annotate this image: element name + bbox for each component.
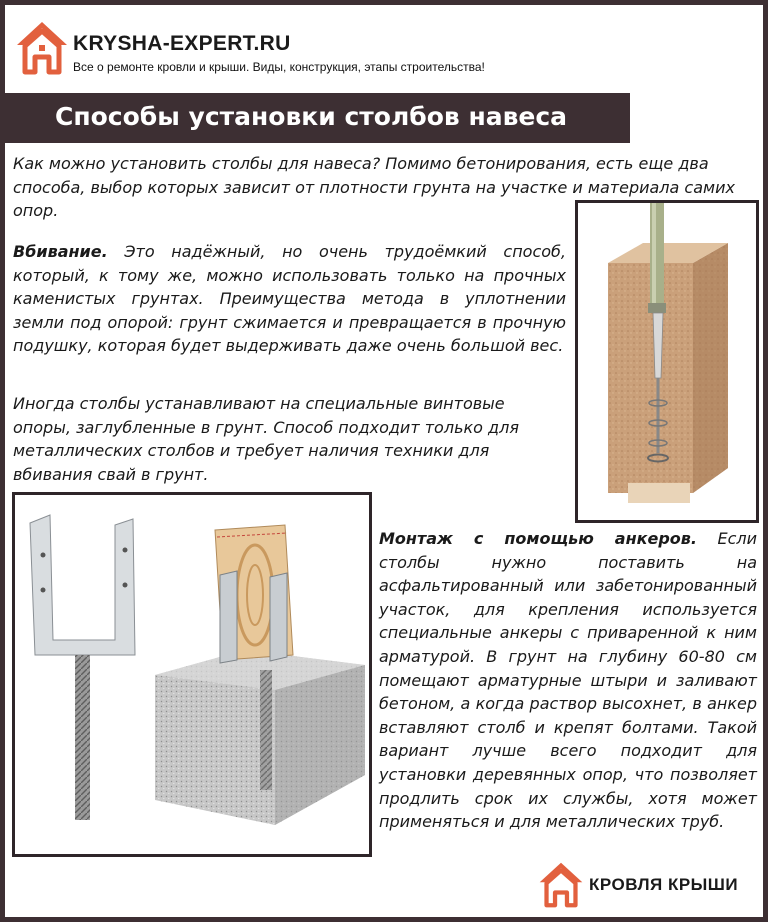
anchors-text: Если столбы нужно поставить на асфальтированный или забетонированный участок, для крепления используется специальные анкеры с приваренной к ним арматурой. В грунт на глубину 60-80 см помещают арматурные штыри и заливают бетоном, а когда раствор высохнет, в анкер вставляют столб и крепят болтами. Такой вариант лучше всего подходит для установки деревянных опор, что позволяет продлить срок их службы, хотя может применяться и для металлических труб. bbox=[379, 529, 757, 832]
page bbox=[5, 5, 763, 917]
driving-text: Это надёжный, но очень трудоёмкий способ, который, к тому же, можно использовать только на прочных каменистых грунтах. Преимущества метода в уплотнении земли под опорой: грунт сжимается и превращается в прочную подушку, которая будет выдерживать даже очень большой вес. bbox=[13, 242, 566, 356]
anchor-drawing bbox=[15, 495, 369, 854]
footer-house-logo-icon bbox=[538, 860, 584, 908]
site-tagline: Все о ремонте кровли и крыши. Виды, конструкция, этапы строительства! bbox=[73, 60, 485, 74]
driving-paragraph bbox=[13, 240, 566, 358]
anchors-paragraph bbox=[379, 527, 757, 834]
anchors-lead: Монтаж с помощью анкеров. bbox=[379, 529, 697, 548]
footer-brand[interactable]: КРОВЛЯ КРЫШИ bbox=[589, 875, 739, 894]
house-logo-icon bbox=[15, 19, 69, 75]
screw-piles-paragraph: Иногда столбы устанавливают на специальные винтовые опоры, заглубленные в грунт. Способ подходит только для металлических столбов и требует наличия техники для вбивания свай в грунт. bbox=[13, 394, 519, 484]
intro-paragraph: Как можно установить столбы для навеса? Помимо бетонирования, есть еще два способа, выбор которых зависит от плотности грунта на участке и материала самих опор. bbox=[13, 154, 735, 221]
screw-pile-illustration bbox=[575, 200, 759, 523]
driving-lead: Вбивание. bbox=[13, 242, 108, 261]
site-name[interactable]: KRYSHA-EXPERT.RU bbox=[73, 32, 291, 55]
screw-pile-drawing bbox=[578, 203, 756, 520]
anchor-illustration bbox=[12, 492, 372, 857]
page-title: Способы установки столбов навеса bbox=[55, 102, 568, 131]
